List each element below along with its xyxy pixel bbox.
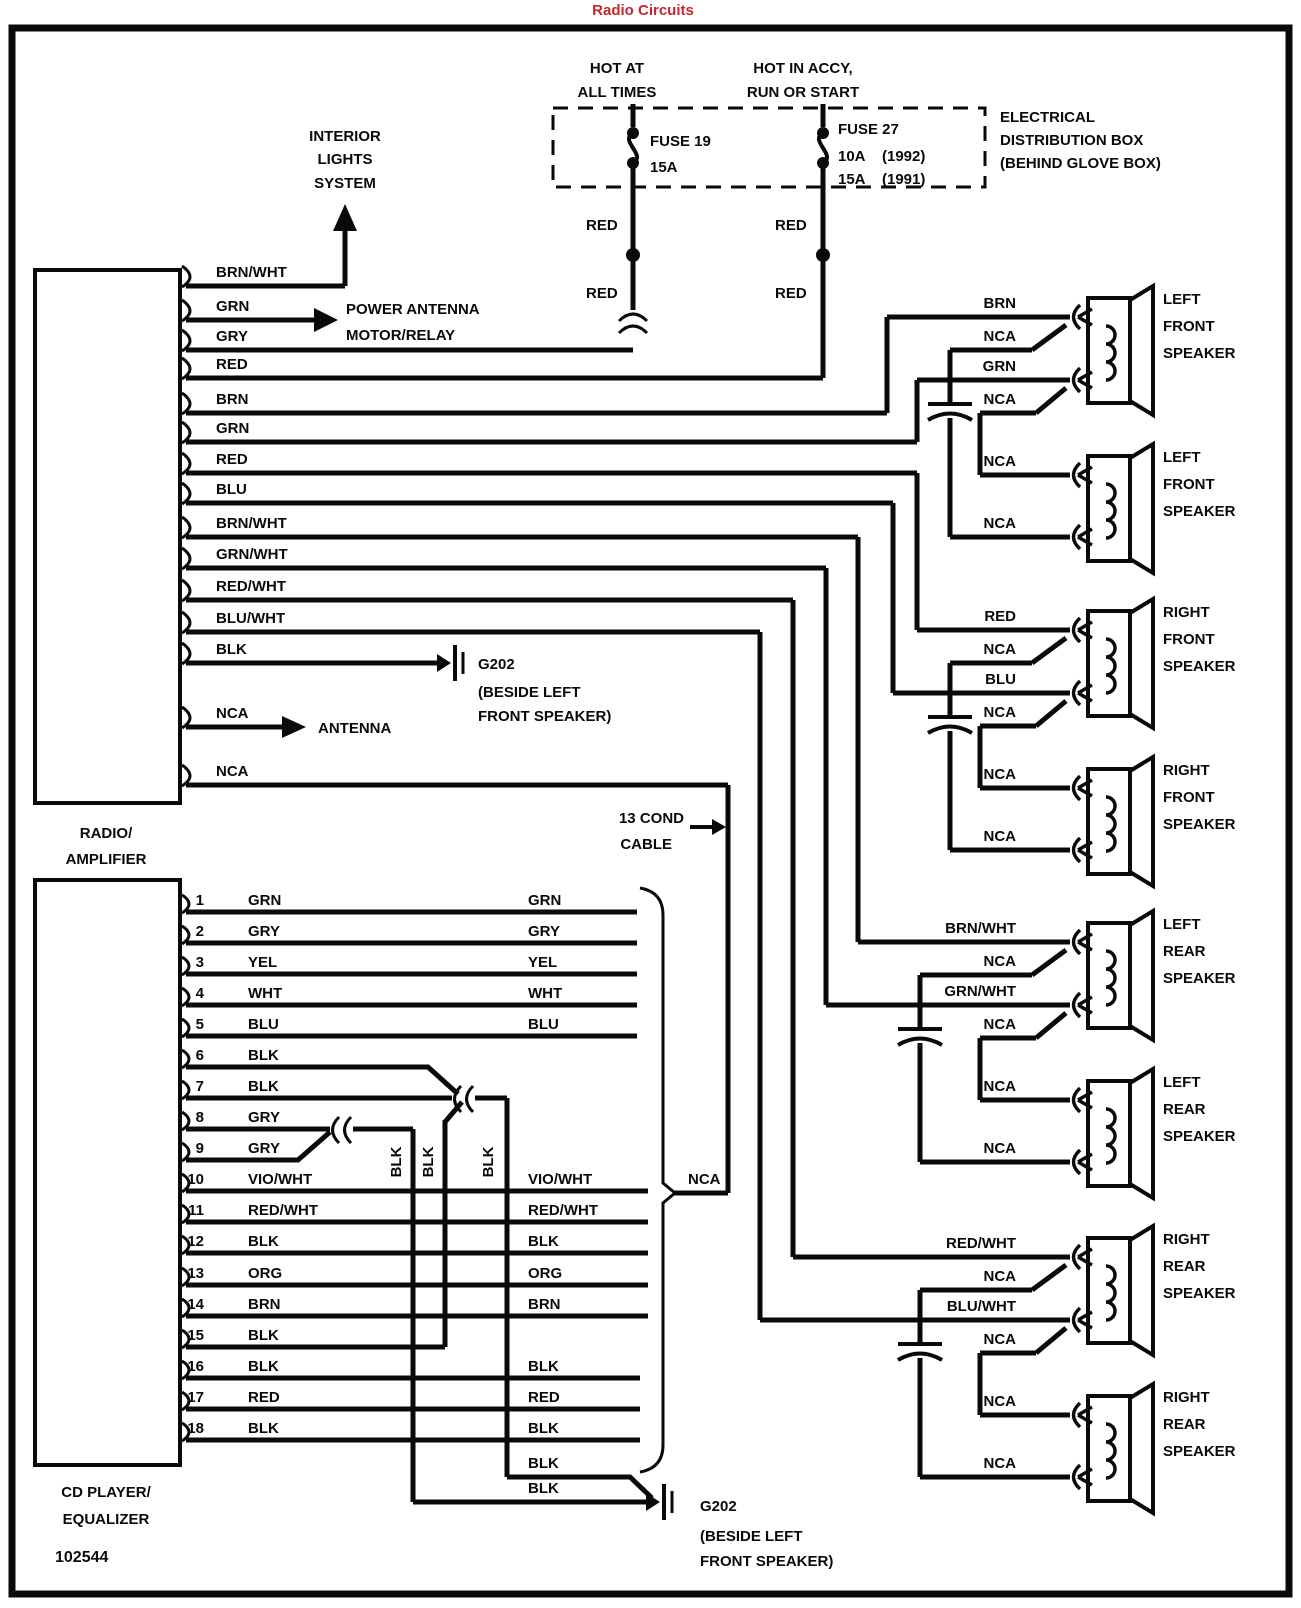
wire-brn xyxy=(186,317,1070,413)
fuse-label: FUSE 19 xyxy=(650,133,711,150)
wire-color-label: NCA xyxy=(983,1393,1016,1410)
wire-color-label: ORG xyxy=(248,1265,283,1282)
pin-number: 4 xyxy=(195,985,204,1002)
wire-color-label: RED/WHT xyxy=(528,1202,598,1219)
hot-label: HOT AT xyxy=(589,60,645,77)
fuse-terminal-dot xyxy=(817,127,829,139)
speaker-label: LEFT xyxy=(1163,916,1201,933)
speaker-label: FRONT xyxy=(1163,476,1215,493)
wire-red-wht xyxy=(186,600,1070,1257)
fuse-label: FUSE 27 xyxy=(838,121,899,138)
wire-blk xyxy=(186,1067,458,1094)
capacitor-icon xyxy=(928,717,972,733)
power-distribution-section xyxy=(553,60,1161,378)
hot-label: HOT IN ACCY, xyxy=(753,60,853,77)
wire-color-label: ORG xyxy=(528,1265,563,1282)
wire-color-label-rotated: BLK xyxy=(420,1146,437,1178)
speaker-icon xyxy=(1074,599,1154,728)
speaker-label: REAR xyxy=(1163,1101,1206,1118)
arrow-right-icon xyxy=(314,308,338,332)
wire-color-label: BLK xyxy=(528,1480,559,1497)
wire-color-label: GRY xyxy=(248,1140,280,1157)
component-outline xyxy=(35,270,180,803)
wire-color-label: RED xyxy=(248,1389,280,1406)
fuse-year: (1991) xyxy=(882,171,926,188)
speaker-label: SPEAKER xyxy=(1163,816,1236,833)
inline-connector-icon xyxy=(619,314,647,333)
speaker-symbols xyxy=(1074,286,1154,1513)
speaker-label: LEFT xyxy=(1163,1074,1201,1091)
page-title: Radio Circuits xyxy=(592,2,694,19)
splice-dot xyxy=(626,248,640,262)
wire-color-label: GRN xyxy=(216,298,250,315)
wire-color-label: GRN xyxy=(248,892,282,909)
wire-color-label: RED xyxy=(984,608,1016,625)
wire-color-label: WHT xyxy=(528,985,563,1002)
cd-pin-labels xyxy=(187,892,598,1497)
wire-color-label: NCA xyxy=(983,704,1016,721)
speaker-label: LEFT xyxy=(1163,449,1201,466)
wire-color-label: BLK xyxy=(528,1420,559,1437)
cable-label: CABLE xyxy=(620,836,672,853)
arrow-up-icon xyxy=(333,204,357,231)
ground-label: (BESIDE LEFT xyxy=(478,684,581,701)
fuse-terminal-dot xyxy=(627,157,639,169)
wire-color-label: BRN/WHT xyxy=(945,920,1016,937)
ground-arrow-icon xyxy=(437,654,451,672)
wire-color-label: NCA xyxy=(983,328,1016,345)
wire-color-label: RED/WHT xyxy=(216,578,286,595)
pin-number: 7 xyxy=(195,1078,204,1095)
speaker-label: SPEAKER xyxy=(1163,1285,1236,1302)
inline-connector-icon xyxy=(333,1117,352,1143)
pin-number: 16 xyxy=(187,1358,204,1375)
cable-label: 13 COND xyxy=(618,810,684,827)
speaker-icon xyxy=(1074,1069,1154,1198)
wire-color-label: BLK xyxy=(248,1047,279,1064)
speaker-label: SPEAKER xyxy=(1163,1128,1236,1145)
wire-color-label: NCA xyxy=(216,763,249,780)
cable-brace xyxy=(640,888,675,1472)
hot-label: RUN OR START xyxy=(746,84,860,101)
wire-color-label: RED xyxy=(528,1389,560,1406)
pin-number: 12 xyxy=(187,1233,204,1250)
wire-color-label: GRN/WHT xyxy=(944,983,1016,1000)
wire-color-label-rotated: BLK xyxy=(388,1146,405,1178)
component-outline xyxy=(35,880,180,1465)
pin-number: 1 xyxy=(195,892,204,909)
ground-label: (BESIDE LEFT xyxy=(700,1528,803,1545)
ground-label: G202 xyxy=(478,656,515,673)
capacitor-icon xyxy=(898,1029,942,1045)
wire-color-label: NCA xyxy=(983,1455,1016,1472)
capacitor-icons xyxy=(898,404,972,1360)
speaker-name-labels xyxy=(1163,291,1236,1460)
speaker-label: SPEAKER xyxy=(1163,658,1236,675)
wire-color-label: BRN xyxy=(248,1296,281,1313)
wire-color-label: BLK xyxy=(216,641,247,658)
pin-number: 9 xyxy=(195,1140,204,1157)
wire-color-label: RED xyxy=(216,451,248,468)
wire-color-label: NCA xyxy=(983,1268,1016,1285)
wire-color-label: RED/WHT xyxy=(248,1202,318,1219)
wire-color-label: VIO/WHT xyxy=(528,1171,593,1188)
speaker-icon xyxy=(1074,911,1154,1040)
pin-number: 2 xyxy=(195,923,204,940)
speaker-label: FRONT xyxy=(1163,789,1215,806)
wire-color-label: GRY xyxy=(248,1109,280,1126)
pin-number: 6 xyxy=(195,1047,204,1064)
wire-color-label: BLK xyxy=(528,1233,559,1250)
wire-color-label: GRY xyxy=(528,923,560,940)
wire-color-label: NCA xyxy=(983,1078,1016,1095)
ground-label: G202 xyxy=(700,1498,737,1515)
speaker-label: RIGHT xyxy=(1163,1231,1210,1248)
hot-label: ALL TIMES xyxy=(577,84,657,101)
wire-color-label: RED xyxy=(216,356,248,373)
wire-color-label: GRN xyxy=(982,358,1016,375)
inline-connector-icon xyxy=(455,1086,474,1112)
callout-label: LIGHTS xyxy=(317,151,373,168)
speaker-label: FRONT xyxy=(1163,318,1215,335)
wire-color-label: BLU xyxy=(248,1016,279,1033)
wire-color-label: BLK xyxy=(248,1358,279,1375)
pin-number: 10 xyxy=(187,1171,204,1188)
pin-number: 8 xyxy=(195,1109,204,1126)
callout-label: SYSTEM xyxy=(314,175,376,192)
speaker-label: FRONT xyxy=(1163,631,1215,648)
fuse-terminal-dot xyxy=(817,157,829,169)
speaker-icon xyxy=(1074,1226,1154,1355)
wire-color-label: RED xyxy=(586,217,618,234)
component-label: RADIO/ xyxy=(79,825,133,842)
wire-color-label: BRN xyxy=(528,1296,561,1313)
splice-dot xyxy=(816,248,830,262)
wire-color-label: NCA xyxy=(983,1140,1016,1157)
speaker-label: REAR xyxy=(1163,1416,1206,1433)
speaker-icon xyxy=(1074,757,1154,886)
wire-color-label: RED xyxy=(775,285,807,302)
wire-color-label: BRN/WHT xyxy=(216,264,287,281)
callout-label: MOTOR/RELAY xyxy=(346,327,456,344)
wire-color-label: VIO/WHT xyxy=(248,1171,313,1188)
wire-color-label: BLU xyxy=(985,671,1016,688)
wire-color-label: NCA xyxy=(983,1016,1016,1033)
component-label: EQUALIZER xyxy=(62,1511,150,1528)
speaker-label: SPEAKER xyxy=(1163,345,1236,362)
wire-color-label: BRN xyxy=(216,391,249,408)
capacitor-icon xyxy=(928,404,972,420)
ground-g202-lower xyxy=(646,1484,833,1570)
pin-number: 13 xyxy=(187,1265,204,1282)
wire-color-label: NCA xyxy=(983,953,1016,970)
wire-color-label: BLU xyxy=(528,1016,559,1033)
wire-color-label: BLK xyxy=(248,1233,279,1250)
callout-label: ANTENNA xyxy=(318,720,392,737)
speaker-label: LEFT xyxy=(1163,291,1201,308)
wire-color-label: BLU/WHT xyxy=(216,610,286,627)
wire-color-label: NCA xyxy=(983,515,1016,532)
speaker-label: REAR xyxy=(1163,943,1206,960)
ground-g202-upper xyxy=(186,645,611,725)
wire-color-label: BLK xyxy=(248,1420,279,1437)
wire-color-label: YEL xyxy=(528,954,558,971)
wire-color-label: RED/WHT xyxy=(946,1235,1016,1252)
wire-color-label: BLU xyxy=(216,481,247,498)
fuse-rating: 10A xyxy=(838,148,866,165)
wire-color-label: BLK xyxy=(528,1358,559,1375)
arrow-right-icon xyxy=(712,819,726,835)
pin-number: 3 xyxy=(195,954,204,971)
distribution-box-label: DISTRIBUTION BOX xyxy=(1000,132,1144,149)
wire-color-label: BRN xyxy=(983,295,1016,312)
speaker-label: REAR xyxy=(1163,1258,1206,1275)
fuse-rating: 15A xyxy=(838,171,866,188)
speaker-label: RIGHT xyxy=(1163,1389,1210,1406)
speaker-label: RIGHT xyxy=(1163,762,1210,779)
interior-lights-callout xyxy=(186,128,381,286)
fuse-terminal-dot xyxy=(627,127,639,139)
distribution-box-label: ELECTRICAL xyxy=(1000,109,1095,126)
wire-color-label: NCA xyxy=(983,828,1016,845)
pin-number: 14 xyxy=(187,1296,204,1313)
wire-color-label: NCA xyxy=(983,641,1016,658)
wire-color-label: RED xyxy=(586,285,618,302)
wire-color-label: GRN xyxy=(528,892,562,909)
wire-color-label: BLK xyxy=(248,1078,279,1095)
wire-color-label: BLK xyxy=(528,1455,559,1472)
speaker-label: SPEAKER xyxy=(1163,503,1236,520)
pin-number: 15 xyxy=(187,1327,204,1344)
distribution-box-label: (BEHIND GLOVE BOX) xyxy=(1000,155,1161,172)
wire-color-label: NCA xyxy=(983,766,1016,783)
ground-label: FRONT SPEAKER) xyxy=(478,708,612,725)
wire-color-label: GRN xyxy=(216,420,250,437)
wire-color-label: BRN/WHT xyxy=(216,515,287,532)
wire-color-label: NCA xyxy=(983,1331,1016,1348)
speaker-label: SPEAKER xyxy=(1163,970,1236,987)
fuse-27-symbol xyxy=(819,104,827,378)
pin-hooks xyxy=(182,266,190,786)
wire-color-label: NCA xyxy=(983,391,1016,408)
arrow-right-icon xyxy=(282,716,306,738)
wire-color-label: NCA xyxy=(983,453,1016,470)
callout-label: POWER ANTENNA xyxy=(346,301,480,318)
speaker-icon xyxy=(1074,444,1154,573)
pin-number: 18 xyxy=(187,1420,204,1437)
wire-color-label: RED xyxy=(775,217,807,234)
cable-callout xyxy=(619,810,726,853)
diagram-number: 102544 xyxy=(55,1549,109,1566)
wire-color-label-rotated: BLK xyxy=(480,1146,497,1178)
speaker-icon xyxy=(1074,1384,1154,1513)
pin-number: 5 xyxy=(195,1016,204,1033)
wire-color-label: GRY xyxy=(216,328,248,345)
wire-color-label: WHT xyxy=(248,985,283,1002)
wire-color-label: GRY xyxy=(248,923,280,940)
wire-red xyxy=(186,473,1070,630)
speaker-label: SPEAKER xyxy=(1163,1443,1236,1460)
capacitor-icon xyxy=(898,1344,942,1360)
component-label: CD PLAYER/ xyxy=(61,1484,151,1501)
wire-color-label: NCA xyxy=(688,1171,721,1188)
wire-color-label: BLU/WHT xyxy=(946,1298,1016,1315)
wire-color-label: BLK xyxy=(248,1327,279,1344)
pin-number: 17 xyxy=(187,1389,204,1406)
ground-label: FRONT SPEAKER) xyxy=(700,1553,834,1570)
pin-number: 11 xyxy=(188,1202,204,1219)
wire-color-label: YEL xyxy=(248,954,278,971)
speaker-icon xyxy=(1074,286,1154,415)
wire-color-label: NCA xyxy=(216,705,249,722)
fuse-rating: 15A xyxy=(650,159,678,176)
callout-label: INTERIOR xyxy=(309,128,381,145)
component-label: AMPLIFIER xyxy=(65,851,147,868)
cd-player-box xyxy=(35,880,189,1528)
speaker-label: RIGHT xyxy=(1163,604,1210,621)
wire-color-label: GRN/WHT xyxy=(216,546,288,563)
fuse-year: (1992) xyxy=(882,148,926,165)
